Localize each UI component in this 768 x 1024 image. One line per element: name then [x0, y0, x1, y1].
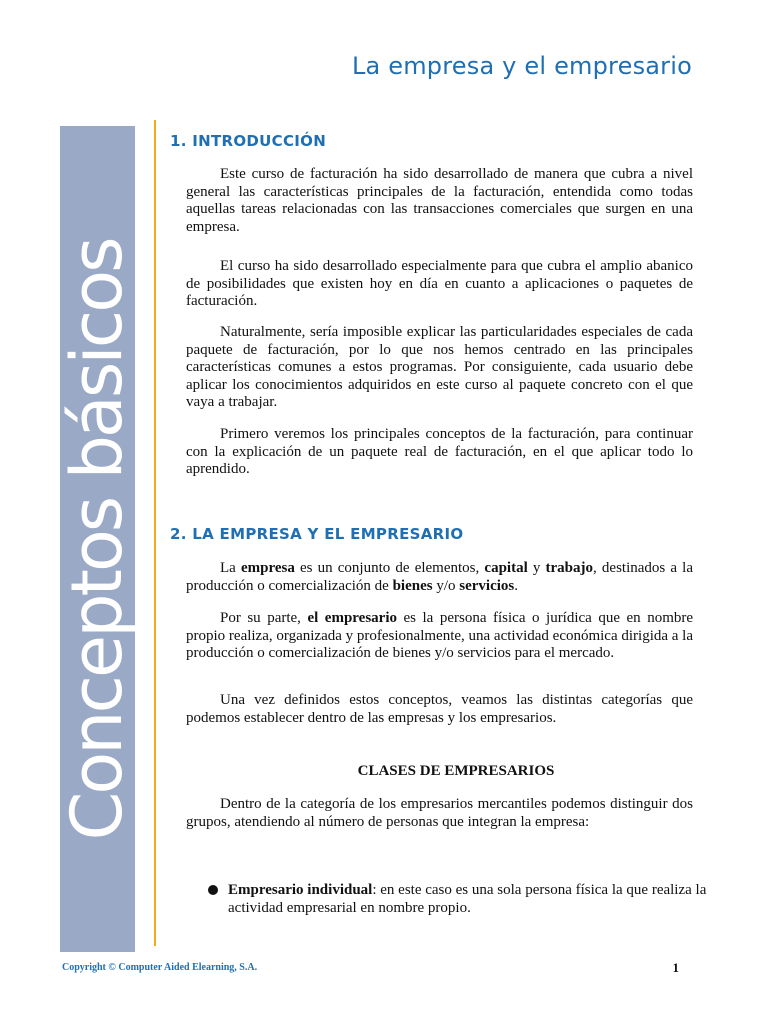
bullet-dot-icon: [208, 885, 218, 895]
footer-copyright: Copyright © Computer Aided Elearning, S.A.: [62, 962, 258, 973]
groups-paragraph: Dentro de la categoría de los empresarios mercantiles podemos distinguir dos grupos, atendiendo al número de personas que integran la empresa:: [186, 796, 693, 830]
section-heading-introduccion: 1. INTRODUCCIÓN: [170, 132, 327, 150]
empresa-definition: La empresa es un conjunto de elementos, capital y trabajo, destinados a la producción o comercialización de bienes y/o servicios.: [186, 560, 694, 594]
sidebar-vertical-title: Conceptos básicos: [56, 239, 138, 841]
page-number: 1: [672, 960, 679, 975]
section-heading-empresa: 2. LA EMPRESA Y EL EMPRESARIO: [170, 525, 464, 543]
page-title: La empresa y el empresario: [351, 52, 692, 80]
intro-paragraph-3: Naturalmente, sería imposible explicar las particularidades especiales de cada paquete de facturación, por lo que nos hemos centrado en las principales características comunes a estos programas. Por consiguiente, cada usuario debe aplicar los conocimientos adquiridos en este curso al paquete concreto con el que vaya a trabajar.: [186, 324, 693, 411]
subheading-clases-empresarios: CLASES DE EMPRESARIOS: [357, 763, 555, 779]
bullet-item-empresario-individual: Empresario individual: en este caso es una sola persona física la que realiza la actividad empresarial en nombre propio.: [206, 881, 718, 917]
vertical-rule: [154, 120, 156, 946]
intro-paragraph-4: Primero veremos los principales conceptos de la facturación, para continuar con la explicación de un paquete real de facturación, en el que aplicar todo lo aprendido.: [186, 426, 693, 478]
intro-paragraph-2: El curso ha sido desarrollado especialmente para que cubra el amplio abanico de posibilidades que existen hoy en día en cuanto a aplicaciones o paquetes de facturación.: [186, 258, 693, 310]
empresario-definition: Por su parte, el empresario es la persona física o jurídica que en nombre propio realiza, organizada y profesionalmente, una actividad económica dirigida a la producción o comercialización de bienes y/o servicios para el mercado.: [186, 610, 694, 662]
categories-intro-paragraph: Una vez definidos estos conceptos, veamos las distintas categorías que podemos establecer dentro de las empresas y los empresarios.: [186, 692, 693, 726]
intro-paragraph-1: Este curso de facturación ha sido desarrollado de manera que cubra a nivel general las características principales de la facturación, entendida como todas aquellas tareas relacionadas con las transacciones comerciales que surgen en una empresa.: [186, 166, 693, 235]
